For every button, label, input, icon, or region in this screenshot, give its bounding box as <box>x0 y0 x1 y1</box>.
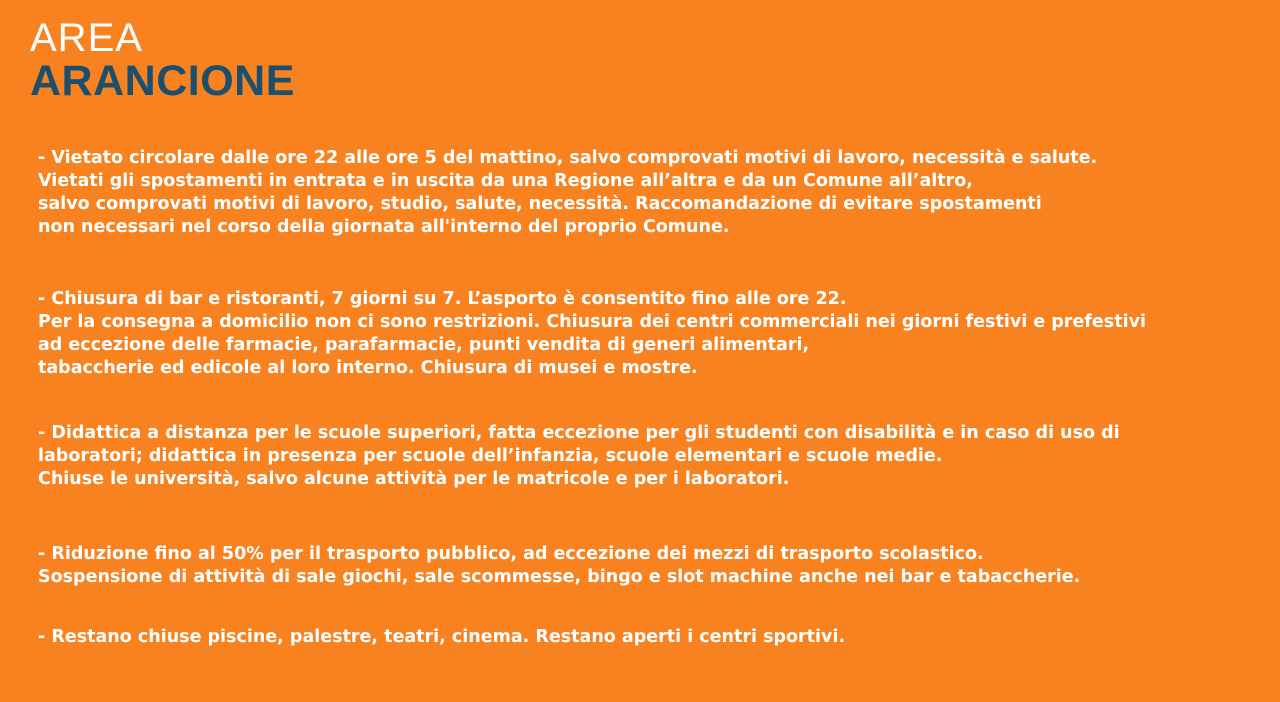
title-block <box>30 18 295 103</box>
paragraph-line: - Chiusura di bar e ristoranti, 7 giorni su 7. L’asporto è consentito fino alle ore 22. <box>38 289 847 309</box>
paragraph-line: - Restano chiuse piscine, palestre, teatri, cinema. Restano aperti i centri sportivi. <box>38 627 846 647</box>
paragraph-bars-restaurants <box>38 288 1146 380</box>
paragraph-line: - Riduzione fino al 50% per il trasporto pubblico, ad eccezione dei mezzi di trasporto scolastico. <box>38 544 984 564</box>
paragraph-sports <box>38 626 845 649</box>
title-area: AREA <box>30 16 143 60</box>
paragraph-line: salvo comprovati motivi di lavoro, studio, salute, necessità. Raccomandazione di evitare spostamenti <box>38 194 1042 214</box>
paragraph-line: Vietati gli spostamenti in entrata e in uscita da una Regione all’altra e da un Comune all’altro, <box>38 171 973 191</box>
paragraph-line: Chiuse le università, salvo alcune attività per le matricole e per i laboratori. <box>38 469 790 489</box>
title-arancione: ARANCIONE <box>30 57 295 105</box>
paragraph-line: tabaccherie ed edicole al loro interno. Chiusura di musei e mostre. <box>38 358 698 378</box>
paragraph-line: ad eccezione delle farmacie, parafarmacie, punti vendita di generi alimentari, <box>38 335 810 355</box>
paragraph-schools <box>38 422 1120 491</box>
paragraph-curfew-travel <box>38 147 1097 239</box>
paragraph-line: - Vietato circolare dalle ore 22 alle ore 5 del mattino, salvo comprovati motivi di lavoro, necessità e salute. <box>38 148 1098 168</box>
paragraph-line: non necessari nel corso della giornata all'interno del proprio Comune. <box>38 217 730 237</box>
paragraph-line: Sospensione di attività di sale giochi, sale scommesse, bingo e slot machine anche nei bar e tabaccherie. <box>38 567 1081 587</box>
paragraph-line: Per la consegna a domicilio non ci sono restrizioni. Chiusura dei centri commerciali nei giorni festivi e prefestivi <box>38 312 1146 332</box>
paragraph-transport-gaming <box>38 543 1080 589</box>
paragraph-line: laboratori; didattica in presenza per scuole dell’infanzia, scuole elementari e scuole medie. <box>38 446 943 466</box>
paragraph-line: - Didattica a distanza per le scuole superiori, fatta eccezione per gli studenti con disabilità e in caso di uso di <box>38 423 1120 443</box>
